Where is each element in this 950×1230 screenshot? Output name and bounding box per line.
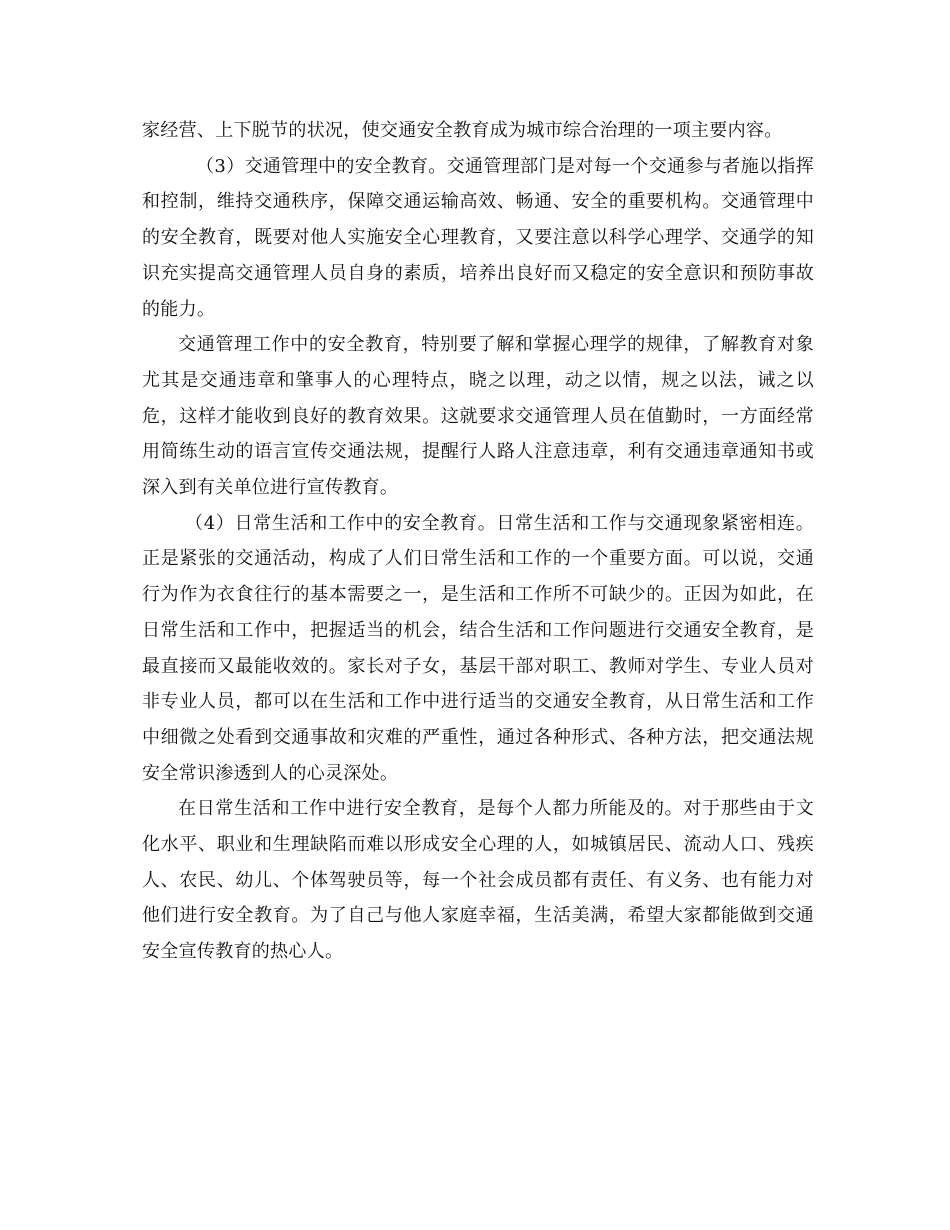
paragraph-continuation: 家经营、上下脱节的状况，使交通安全教育成为城市综合治理的一项主要内容。	[142, 120, 783, 141]
paragraph-section-4: （4）日常生活和工作中的安全教育。日常生活和工作与交通现象紧密相连。正是紧张的交通活动，构成了人们日常生活和工作的一个重要方面。可以说，交通行为作为衣食往行的基本需要之一，是生活和工作所不可缺少的。正因为如此，在日常生活和工作中，把握适当的机会，结合生活和工作问题进行交通安全教育，是最直接而又最能收效的。家长对子女，基层干部对职工、教师对学生、专业人员对非专业人员，都可以在生活和工作中进行适当的交通安全教育，从日常生活和工作中细微之处看到交通事故和灾难的严重性，通过各种形式、各种方法，把交通法规安全常识渗透到人的心灵深处。	[142, 512, 814, 784]
document-body	[142, 113, 814, 970]
paragraph-section-3: （3）交通管理中的安全教育。交通管理部门是对每一个交通参与者施以指挥和控制，维持交通秩序，保障交通运输高效、畅通、安全的重要机构。交通管理中的安全教育，既要对他人实施安全心理教育，又要注意以科学心理学、交通学的知识充实提高交通管理人员自身的素质，培养出良好而又稳定的安全意识和预防事故的能力。	[142, 155, 814, 320]
paragraph-conclusion: 在日常生活和工作中进行安全教育，是每个人都力所能及的。对于那些由于文化水平、职业和生理缺陷而难以形成安全心理的人，如城镇居民、流动人口、残疾人、农民、幼儿、个体驾驶员等，每一个社会成员都有责任、有义务、也有能力对他们进行安全教育。为了自己与他人家庭幸福，生活美满，希望大家都能做到交通安全宣传教育的热心人。	[142, 798, 814, 963]
paragraph-traffic-management: 交通管理工作中的安全教育，特别要了解和掌握心理学的规律，了解教育对象尤其是交通违章和肇事人的心理特点，晓之以理，动之以情，规之以法，诫之以危，这样才能收到良好的教育效果。这就要求交通管理人员在值勤时，一方面经常用简练生动的语言宣传交通法规，提醒行人路人注意违章，利有交通违章通知书或深入到有关单位进行宣传教育。	[142, 334, 814, 499]
